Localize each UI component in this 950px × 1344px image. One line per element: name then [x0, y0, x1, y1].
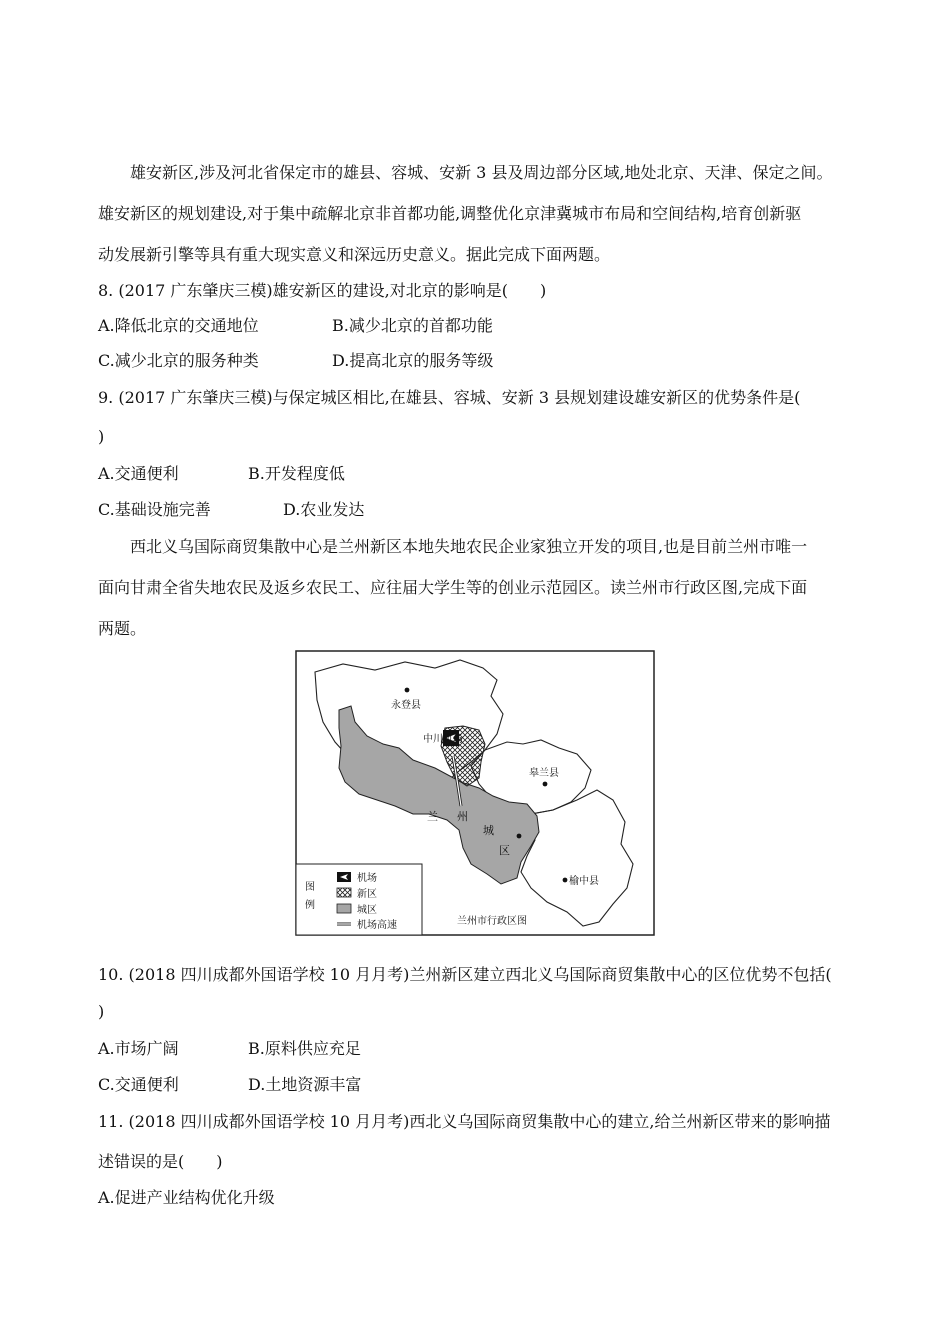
q11-stem-end: 述错误的是( ): [98, 1152, 223, 1171]
q9-stem: 9. (2017 广东肇庆三模)与保定城区相比,在雄县、容城、安新 3 县规划建设雄安新区的优势条件是(: [98, 388, 801, 407]
map-title: 兰州市行政区图: [457, 916, 527, 927]
legend-heading-1: 图: [305, 882, 315, 893]
passage1-line2: 雄安新区的规划建设,对于集中疏解北京非首都功能,调整优化京津冀城市布局和空间结构,培育创新驱: [98, 204, 802, 223]
q10-option-d: D.土地资源丰富: [248, 1075, 362, 1094]
passage2-line1: 西北义乌国际商贸集散中心是兰州新区本地失地农民企业家独立开发的项目,也是目前兰州市唯一: [130, 537, 808, 556]
q11-stem: 11. (2018 四川成都外国语学校 10 月月考)西北义乌国际商贸集散中心的建立,给兰州新区带来的影响描: [98, 1112, 831, 1131]
yongdeng-label: 永登县: [391, 700, 421, 711]
passage1-line1: 雄安新区,涉及河北省保定市的雄县、容城、安新 3 县及周边部分区域,地处北京、天津、保定之间。: [130, 163, 833, 182]
legend-item-expressway: 机场高速: [357, 920, 397, 931]
city-char-4: 区: [499, 844, 510, 857]
yuzhong-point: [563, 878, 568, 883]
yongdeng-point: [405, 688, 410, 693]
q10-stem: 10. (2018 四川成都外国语学校 10 月月考)兰州新区建立西北义乌国际商贸集散中心的区位优势不包括(: [98, 965, 832, 984]
q10-option-c: C.交通便利: [98, 1075, 179, 1094]
q9-option-d: D.农业发达: [283, 500, 365, 519]
q9-option-a: A.交通便利: [98, 464, 179, 483]
q10-option-b: B.原料供应充足: [248, 1039, 361, 1058]
legend-urban-swatch: [337, 904, 351, 913]
q11-option-a: A.促进产业结构优化升级: [98, 1188, 275, 1207]
passage2-line2: 面向甘肃全省失地农民及返乡农民工、应往届大学生等的创业示范园区。读兰州市行政区图,完成下面: [98, 578, 808, 597]
lanzhou-admin-map: [295, 650, 655, 936]
airport-label: 中川机场: [423, 734, 463, 745]
legend-item-airport: 机场: [357, 873, 377, 884]
legend-item-urban: 城区: [357, 905, 377, 916]
q8-option-c: C.减少北京的服务种类: [98, 351, 259, 370]
q9-option-c: C.基础设施完善: [98, 500, 211, 519]
q8-stem: 8. (2017 广东肇庆三模)雄安新区的建设,对北京的影响是( ): [98, 281, 547, 300]
city-char-1: 兰: [427, 810, 438, 823]
q9-stem-end: ): [98, 427, 105, 446]
legend-heading-2: 例: [305, 900, 315, 911]
q8-option-a: A.降低北京的交通地位: [98, 316, 259, 335]
passage1-line3: 动发展新引擎等具有重大现实意义和深远历史意义。据此完成下面两题。: [98, 245, 611, 264]
gaolan-label: 皋兰县: [529, 768, 559, 779]
q8-option-d: D.提高北京的服务等级: [332, 351, 494, 370]
lanzhou-city-point: [517, 834, 522, 839]
q8-option-b: B.减少北京的首都功能: [332, 316, 493, 335]
map-legend: [296, 864, 422, 935]
city-char-3: 城: [483, 824, 494, 837]
legend-newarea-swatch: [337, 888, 351, 897]
q10-stem-end: ): [98, 1002, 105, 1021]
q9-option-b: B.开发程度低: [248, 464, 345, 483]
gaolan-point: [543, 782, 548, 787]
yuzhong-label: 榆中县: [569, 876, 599, 887]
legend-item-newarea: 新区: [357, 889, 377, 900]
passage2-line3: 两题。: [98, 619, 147, 638]
q10-option-a: A.市场广阔: [98, 1039, 179, 1058]
city-char-2: 州: [457, 810, 468, 823]
